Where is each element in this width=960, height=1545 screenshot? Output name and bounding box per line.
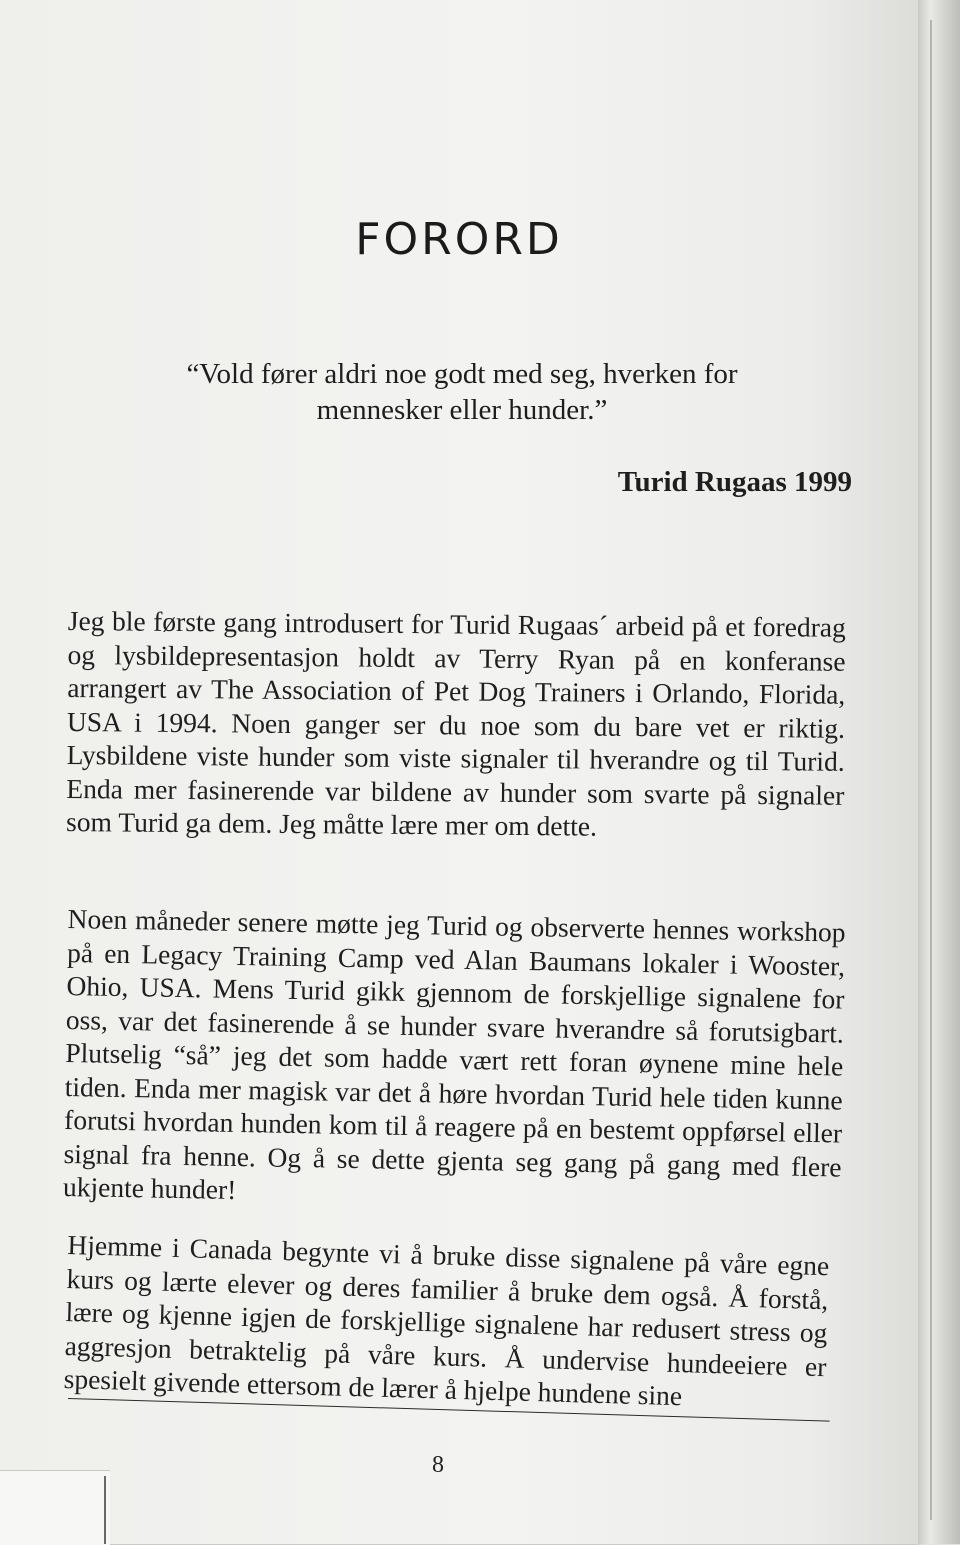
paragraph-text: Noen måneder senere møtte jeg Turid og observerte hennes workshop på en Legacy Training Camp ved Alan Baumans lokaler i Wooster, Ohio, USA. Mens Turid gikk gjennom de forskjellige signalene for oss, var det fasinerende å se hunder svare hverandre så forutsigbart. Plutselig “så” jeg det som hadde vært rett foran øynene mine hele tiden. Enda mer magisk var det å høre hvordan Turid hele tiden kunne forutsi hvordan hunden kom til å reagere på en bestemt oppførsel eller signal fra henne. Og å se dette gjenta seg gang på gang med flere ukjente hunder! bbox=[62, 902, 846, 1205]
book-edge bbox=[918, 0, 960, 1544]
epigraph-quote: “Vold fører aldri noe godt med seg, hverken for mennesker eller hunder.” bbox=[186, 358, 738, 426]
page-number: 8 bbox=[432, 1452, 444, 1478]
chapter-title: FORORD bbox=[355, 214, 563, 265]
paragraph-text: Hjemme i Canada begynte vi å bruke disse signalene på våre egne kurs og lærte elever og deres familier å bruke dem også. Å forstå, lære og kjenne igjen de forskjellige signalene har redusert stress og aggresjon betraktelig på våre kurs. Å undervise hundeeiere er spesielt givende ettersom de lærer å hjelpe hundene sine bbox=[63, 1228, 830, 1412]
paragraph-text: Jeg ble første gang introdusert for Turid Rugaas´ arbeid på et foredrag og lysbildepresentasjon holdt av Terry Ryan på en konferanse arrangert av The Association of Pet Dog Trainers i Orlando, Florida, USA i 1994. Noen ganger ser du noe som du bare vet er riktig. Lysbildene viste hunder som viste signaler til hverandre og til Turid. Enda mer fasinerende var bildene av hunder som svarte på signaler som Turid ga dem. Jeg måtte lære mer om dette. bbox=[65, 604, 846, 842]
epigraph-author: Turid Rugaas 1999 bbox=[617, 466, 852, 498]
body-paragraph-1 bbox=[66, 604, 846, 845]
book-edge-line bbox=[930, 20, 932, 1520]
underlying-page-strip bbox=[0, 1470, 110, 1545]
underlying-page-edge bbox=[104, 1476, 106, 1544]
body-paragraph-2 bbox=[63, 902, 846, 1217]
body-paragraph-3 bbox=[63, 1228, 829, 1417]
